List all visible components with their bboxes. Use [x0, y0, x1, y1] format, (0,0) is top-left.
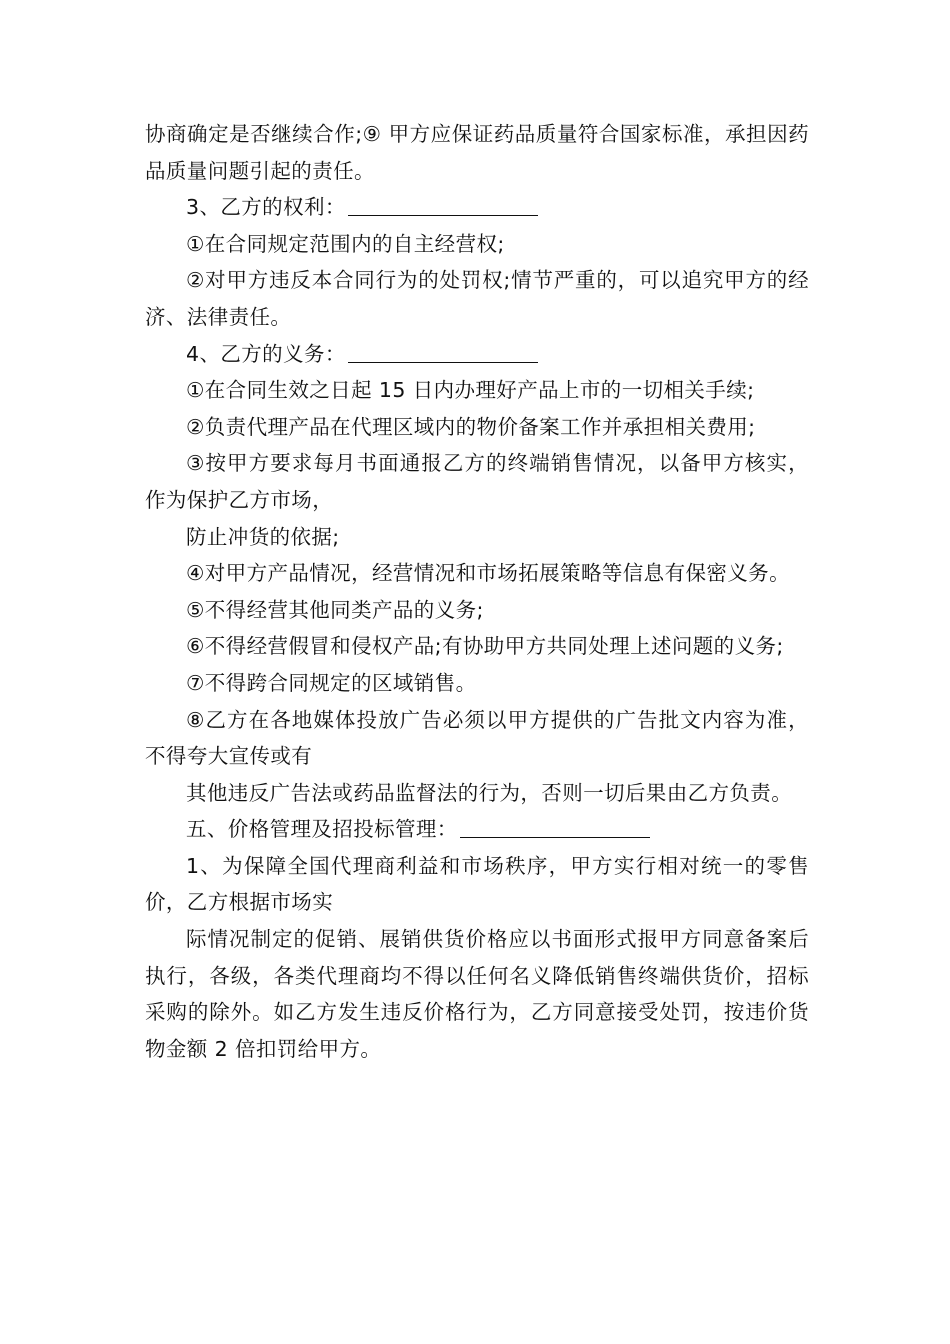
paragraph-6: ①在合同生效之日起 15 日内办理好产品上市的一切相关手续; [186, 378, 755, 403]
paragraph-13: ⑦不得跨合同规定的区域销售。 [186, 670, 477, 695]
document-body [145, 116, 809, 1067]
paragraph-15: 其他违反广告法或药品监督法的行为，否则一切后果由乙方负责。 [186, 780, 793, 805]
paragraph-10: ④对甲方产品情况，经营情况和市场拓展策略等信息有保密义务。 [186, 561, 790, 586]
paragraph-12: ⑥不得经营假冒和侵权产品;有协助甲方共同处理上述问题的义务; [186, 634, 784, 659]
fill-in-blank [348, 214, 538, 216]
paragraph-3: ①在合同规定范围内的自主经营权; [186, 231, 505, 256]
fill-in-blank [348, 361, 538, 363]
paragraph-2: 3、乙方的权利： [145, 189, 809, 226]
paragraph-14: ⑧乙方在各地媒体投放广告必须以甲方提供的广告批文内容为准，不得夸大宣传或有 [145, 707, 809, 769]
paragraph-1: 协商确定是否继续合作;⑨ 甲方应保证药品质量符合国家标准，承担因药品质量问题引起的责任。 [145, 122, 809, 183]
paragraph-8: ③按甲方要求每月书面通报乙方的终端销售情况，以备甲方核实，作为保护乙方市场， [145, 451, 809, 512]
paragraph-18: 际情况制定的促销、展销供货价格应以书面形式报甲方同意备案后执行，各级，各类代理商均不得以任何名义降低销售终端供货价，招标采购的除外。如乙方发生违反价格行为，乙方同意接受处罚，按违价货物金额 2 倍扣罚给甲方。 [145, 927, 809, 1061]
paragraph-7: ②负责代理产品在代理区域内的物价备案工作并承担相关费用; [186, 414, 756, 439]
paragraph-4: ②对甲方违反本合同行为的处罚权;情节严重的，可以追究甲方的经济、法律责任。 [145, 268, 809, 329]
paragraph-9: 防止冲货的依据; [186, 524, 340, 549]
fill-in-blank [460, 836, 650, 838]
paragraph-17: 1、为保障全国代理商利益和市场秩序，甲方实行相对统一的零售价，乙方根据市场实 [145, 853, 809, 915]
paragraph-16: 五、价格管理及招投标管理： [145, 811, 809, 848]
paragraph-11: ⑤不得经营其他同类产品的义务; [186, 597, 484, 622]
paragraph-5: 4、乙方的义务： [145, 336, 809, 373]
